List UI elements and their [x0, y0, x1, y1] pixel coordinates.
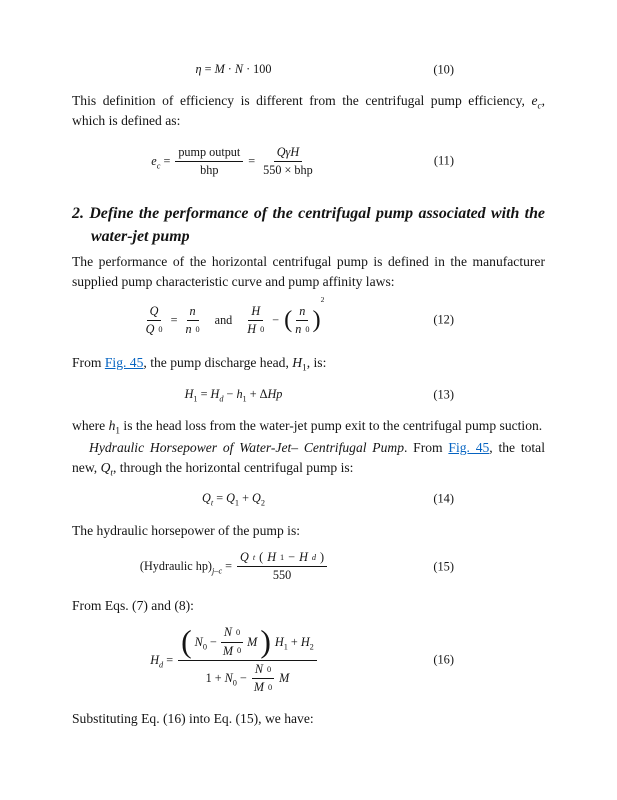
paragraph-horsepower-intro: The hydraulic horsepower of the pump is: [72, 522, 301, 538]
fraction [292, 304, 312, 338]
section-title: Define the performance of the centrifugal pump associated with the water-jet pump [89, 205, 545, 246]
dash-sign: − [272, 312, 280, 327]
fraction-denominator: 550 [272, 568, 292, 583]
equation-10 [72, 62, 545, 77]
equation-15-number: (15) [433, 559, 454, 574]
fraction-denominator: H 0 [247, 321, 265, 336]
fraction-numerator [178, 625, 317, 661]
left-paren: ( [181, 624, 192, 660]
equation-11 [72, 145, 545, 179]
equation-text: η = M · N · 100 [195, 62, 272, 76]
equation-14-number: (14) [433, 491, 454, 506]
equals-sign: = [170, 312, 178, 327]
text-run: From [72, 355, 105, 371]
conjunction-and: and [214, 312, 233, 327]
equation-text: $Q_t = Q_1 + Q_2$ [202, 491, 265, 508]
fraction-denominator [203, 661, 293, 696]
fraction-numerator: N 0 [221, 625, 243, 642]
equation-lhs: (Hydraulic $hp)_{j-c}$ = [139, 559, 233, 576]
fraction [182, 304, 202, 338]
fraction [251, 662, 275, 696]
fraction-denominator: Q 0 [145, 321, 163, 336]
equation-text: $H_1 = H_d - h_1 + \Delta Hp$ [184, 386, 283, 404]
fraction [143, 304, 166, 338]
fig-45-link[interactable]: Fig. 45 [448, 439, 490, 455]
fraction-numerator: QγH [274, 145, 302, 162]
equation-text: $N_0$ − [194, 634, 217, 651]
left-paren: ( [284, 306, 293, 334]
equation-15 [72, 550, 545, 584]
fraction-numerator: n [296, 304, 308, 321]
equation-16-number: (16) [433, 652, 454, 667]
equation-text: $1 + N_0$ − [205, 671, 247, 688]
fraction-denominator: bhp [200, 162, 219, 177]
equation-text: M [247, 634, 258, 649]
equation-11-body [151, 145, 315, 179]
paragraph-from-eqs: From Eqs. (7) and (8): [72, 597, 194, 613]
fraction-numerator: N 0 [252, 662, 274, 679]
fraction-numerator: H [248, 304, 263, 321]
paragraph-pump-performance: The performance of the horizontal centrifugal pump is defined in the manufacturer supplied pump characteristic curve and pump affinity laws: [72, 254, 545, 289]
text-run: Hydraulic Horsepower of Water-Jet– Centrifugal Pump. From [89, 439, 449, 455]
fraction-denominator: M 0 [222, 643, 242, 658]
fraction [244, 304, 267, 338]
equals-sign: = [248, 153, 256, 168]
equation-10-body [196, 62, 272, 77]
fraction-denominator: M 0 [253, 680, 273, 695]
paragraph-substituting: Substituting Eq. (16) into Eq. (15), we have: [72, 711, 314, 727]
equation-10-number: (10) [433, 61, 454, 76]
paren-inner [195, 625, 258, 659]
fraction-numerator: n [187, 304, 199, 321]
equation-15-body [140, 550, 327, 584]
equation-lhs: $H_d$ = [150, 652, 174, 670]
text-run: , the total new, $Q_t$, through the horizontal centrifugal pump is: [72, 439, 545, 478]
fraction [260, 145, 316, 179]
fraction [220, 625, 244, 659]
fraction-numerator: Q [147, 304, 162, 321]
fraction-denominator: 550 × bhp [263, 162, 313, 177]
paren-group [181, 625, 271, 659]
equation-13-number: (13) [433, 386, 454, 401]
paragraph-hydraulic-horsepower [72, 438, 545, 477]
equation-lhs: $e_c$ = [151, 153, 171, 171]
paragraph-efficiency-definition: This definition of efficiency is different from the centrifugal pump efficiency, $e_c$, which is defined as: [72, 93, 545, 128]
squared-group: ( n n 0 ) 2 [284, 294, 325, 336]
equation-14 [72, 491, 545, 506]
equation-13-body [185, 387, 283, 402]
equation-12-number: (12) [433, 312, 454, 327]
equation-11-number: (11) [433, 153, 454, 168]
equation-12 [72, 294, 545, 338]
fig-45-link[interactable]: Fig. 45 [104, 355, 144, 371]
right-paren: ) [312, 306, 321, 334]
right-paren: ) [260, 624, 271, 660]
fraction-numerator: pump output [175, 145, 243, 162]
fraction [175, 145, 243, 179]
equation-14-body [202, 491, 265, 506]
equation-text: M [279, 671, 290, 686]
text-run: , the pump discharge head, $H_1$, is: [143, 355, 327, 373]
section-number: 2. [72, 205, 84, 223]
equation-text: $H_1 + H_2$ [274, 634, 314, 651]
fraction [178, 625, 317, 695]
equation-13 [72, 387, 545, 402]
paragraph-head-loss: where $h_1$ is the head loss from the water-jet pump exit to the centrifugal pump suction. [72, 418, 543, 436]
fraction-denominator: n 0 [295, 321, 310, 336]
fraction [237, 550, 327, 584]
fraction-denominator: n 0 [185, 321, 200, 336]
equation-12-body [143, 294, 325, 338]
fraction-numerator: Q t ( H 1 − H d ) [237, 550, 327, 567]
equation-16-body [150, 625, 317, 695]
paragraph-fig45-discharge-head [72, 353, 545, 373]
equation-16 [72, 625, 545, 695]
section-heading [72, 202, 545, 248]
